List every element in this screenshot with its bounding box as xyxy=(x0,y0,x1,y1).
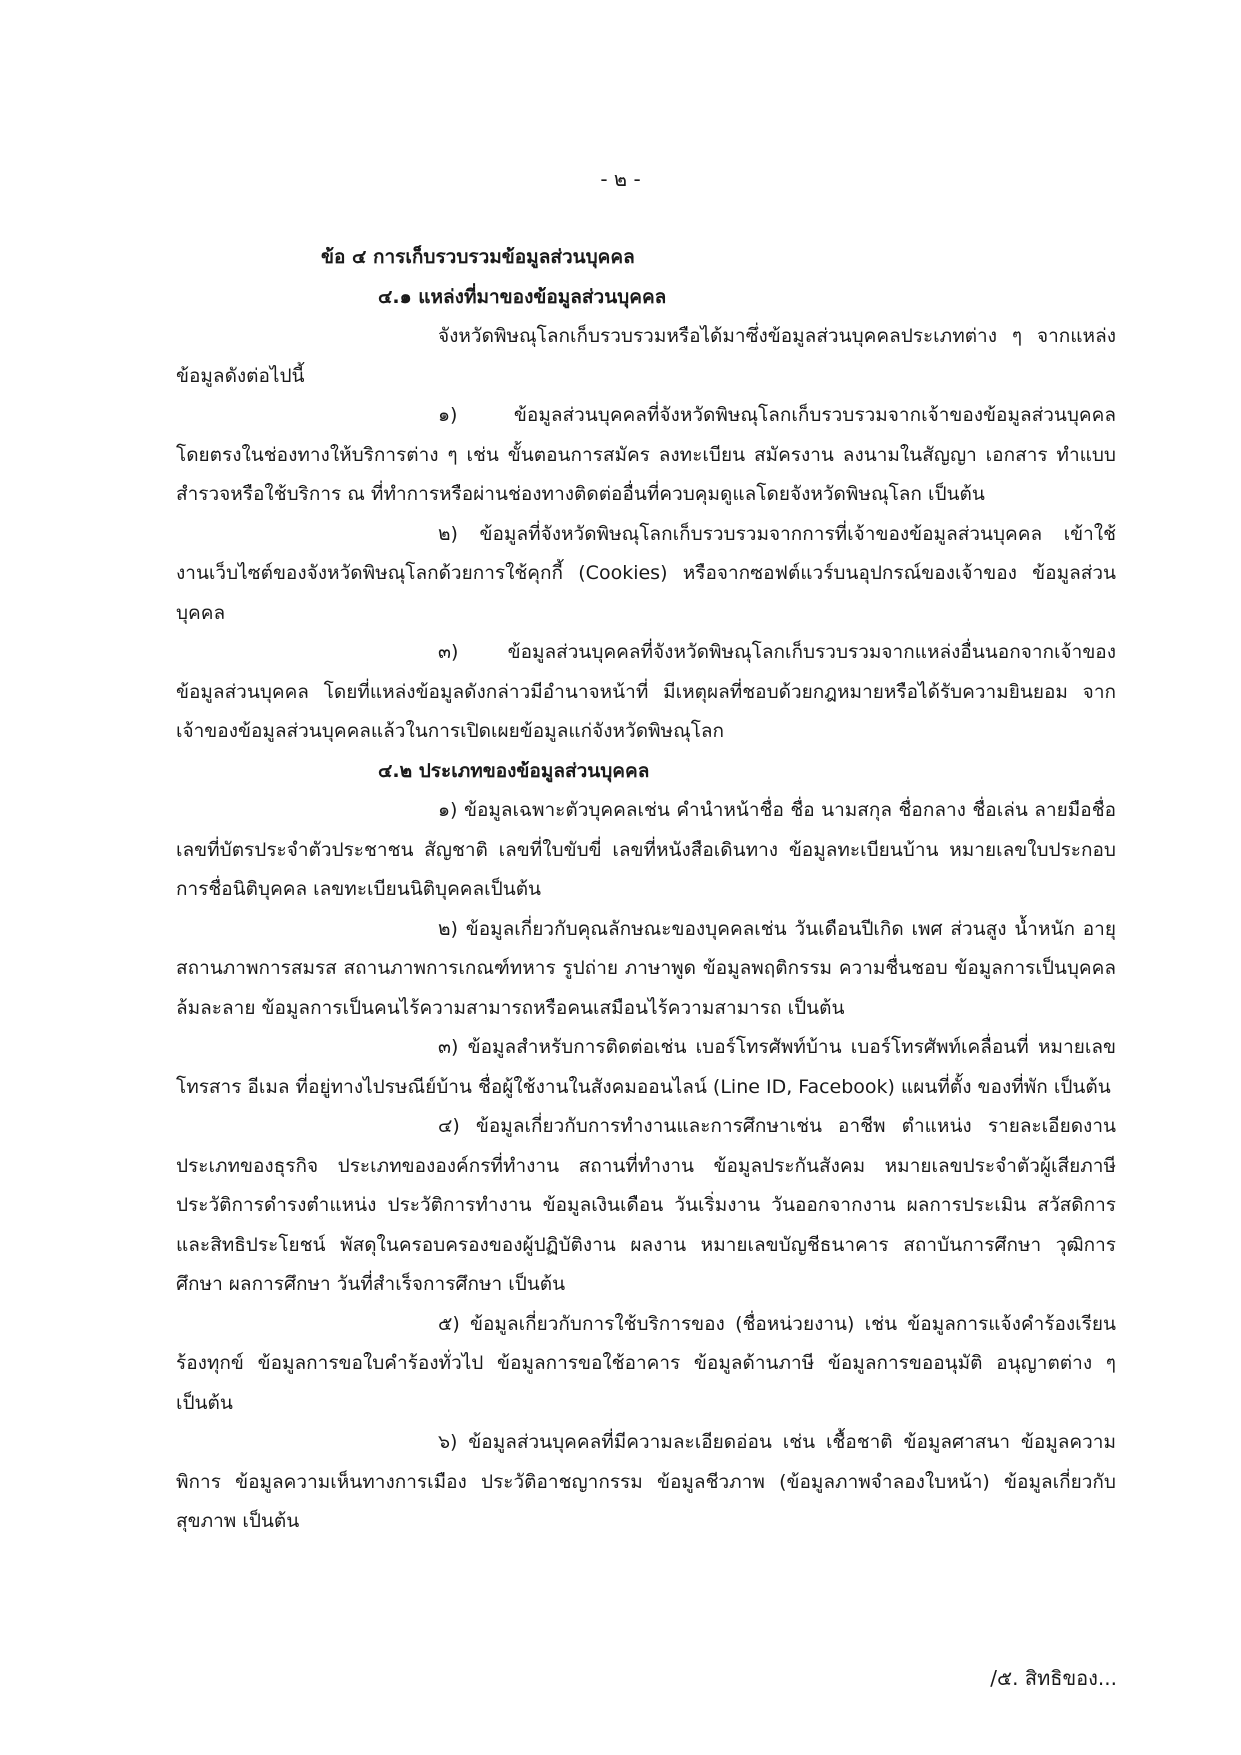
source-item-1: ๑) ข้อมูลส่วนบุคคลที่จังหวัดพิษณุโลกเก็บรวบรวมจากเจ้าของข้อมูลส่วนบุคคล โดยตรงในช่องทางให้บริการต่าง ๆ เช่น ขั้นตอนการสมัคร ลงทะเบียน สมัครงาน ลงนามในสัญญา เอกสาร ทำแบบสำรวจหรือใช้บริการ ณ ที่ทำการหรือผ่านช่องทางติดต่ออื่นที่ควบคุมดูแลโดยจังหวัดพิษณุโลก เป็นต้น xyxy=(176,404,1116,505)
document-body xyxy=(176,238,1116,1542)
type-item-2: ๒) ข้อมูลเกี่ยวกับคุณลักษณะของบุคคลเช่น วันเดือนปีเกิด เพศ ส่วนสูง น้ำหนัก อายุ สถานภาพการสมรส สถานภาพการเกณฑ์ทหาร รูปถ่าย ภาษาพูด ข้อมูลพฤติกรรม ความชื่นชอบ ข้อมูลการเป็นบุคคลล้มละลาย ข้อมูลการเป็นคนไร้ความสามารถหรือคนเสมือนไร้ความสามารถ เป็นต้น xyxy=(176,917,1116,1019)
type-item-1: ๑) ข้อมูลเฉพาะตัวบุคคลเช่น คำนำหน้าชื่อ ชื่อ นามสกุล ชื่อกลาง ชื่อเล่น ลายมือชื่อ เลขที่บัตรประจำตัวประชาชน สัญชาติ เลขที่ใบขับขี่ เลขที่หนังสือเดินทาง ข้อมูลทะเบียนบ้าน หมายเลขใบประกอบการชื่อนิติบุคคล เลขทะเบียนนิติบุคคลเป็นต้น xyxy=(176,799,1116,900)
type-item-5: ๕) ข้อมูลเกี่ยวกับการใช้บริการของ (ชื่อหน่วยงาน) เช่น ข้อมูลการแจ้งคำร้องเรียน ร้องทุกข์ ข้อมูลการขอใบคำร้องทั่วไป ข้อมูลการขอใช้อาคาร ข้อมูลด้านภาษี ข้อมูลการขออนุมัติ อนุญาตต่าง ๆ เป็นต้น xyxy=(176,1312,1116,1414)
source-item-2: ๒) ข้อมูลที่จังหวัดพิษณุโลกเก็บรวบรวมจากการที่เจ้าของข้อมูลส่วนบุคคล เข้าใช้งานเว็บไซต์ของจังหวัดพิษณุโลกด้วยการใช้คุกกี้ (Cookies) หรือจากซอฟต์แวร์บนอุปกรณ์ของเจ้าของ ข้อมูลส่วนบุคคล xyxy=(176,522,1116,624)
subsection-heading-4-1: ๔.๑ แหล่งที่มาของข้อมูลส่วนบุคคล xyxy=(378,285,667,308)
type-item-4: ๔) ข้อมูลเกี่ยวกับการทำงานและการศึกษาเช่น อาชีพ ตำแหน่ง รายละเอียดงาน ประเภทของธุรกิจ ประเภทขององค์กรที่ทำงาน สถานที่ทำงาน ข้อมูลประกันสังคม หมายเลขประจำตัวผู้เสียภาษี ประวัติการดำรงตำแหน่ง ประวัติการทำงาน ข้อมูลเงินเดือน วันเริ่มงาน วันออกจากงาน ผลการประเมิน สวัสดิการและสิทธิประโยชน์ พัสดุในครอบครองของผู้ปฏิบัติงาน ผลงาน หมายเลขบัญชีธนาคาร สถาบันการศึกษา วุฒิการศึกษา ผลการศึกษา วันที่สำเร็จการศึกษา เป็นต้น xyxy=(176,1115,1116,1295)
type-item-3: ๓) ข้อมูลสำหรับการติดต่อเช่น เบอร์โทรศัพท์บ้าน เบอร์โทรศัพท์เคลื่อนที่ หมายเลขโทรสาร อีเมล ที่อยู่ทางไปรษณีย์บ้าน ชื่อผู้ใช้งานในสังคมออนไลน์ (Line ID, Facebook) แผนที่ตั้ง ของที่พัก เป็นต้น xyxy=(176,1036,1116,1098)
paragraph-intro: จังหวัดพิษณุโลกเก็บรวบรวมหรือได้มาซึ่งข้อมูลส่วนบุคคลประเภทต่าง ๆ จากแหล่งข้อมูลดังต่อไปนี้ xyxy=(176,325,1116,387)
source-item-3: ๓) ข้อมูลส่วนบุคคลที่จังหวัดพิษณุโลกเก็บรวบรวมจากแหล่งอื่นนอกจากเจ้าของ ข้อมูลส่วนบุคคล โดยที่แหล่งข้อมูลดังกล่าวมีอำนาจหน้าที่ มีเหตุผลที่ชอบด้วยกฎหมายหรือได้รับความยินยอม จากเจ้าของข้อมูลส่วนบุคคลแล้วในการเปิดเผยข้อมูลแก่จังหวัดพิษณุโลก xyxy=(176,641,1116,742)
subsection-heading-4-2: ๔.๒ ประเภทของข้อมูลส่วนบุคคล xyxy=(378,759,650,782)
page-number: - ๒ - xyxy=(600,167,641,191)
continuation-marker: /๕. สิทธิของ... xyxy=(990,1666,1117,1690)
section-heading: ข้อ ๔ การเก็บรวบรวมข้อมูลส่วนบุคคล xyxy=(321,246,635,268)
type-item-6: ๖) ข้อมูลส่วนบุคคลที่มีความละเอียดอ่อน เช่น เชื้อชาติ ข้อมูลศาสนา ข้อมูลความพิการ ข้อมูลความเห็นทางการเมือง ประวัติอาชญากรรม ข้อมูลชีวภาพ (ข้อมูลภาพจำลองใบหน้า) ข้อมูลเกี่ยวกับสุขภาพ เป็นต้น xyxy=(176,1431,1116,1532)
